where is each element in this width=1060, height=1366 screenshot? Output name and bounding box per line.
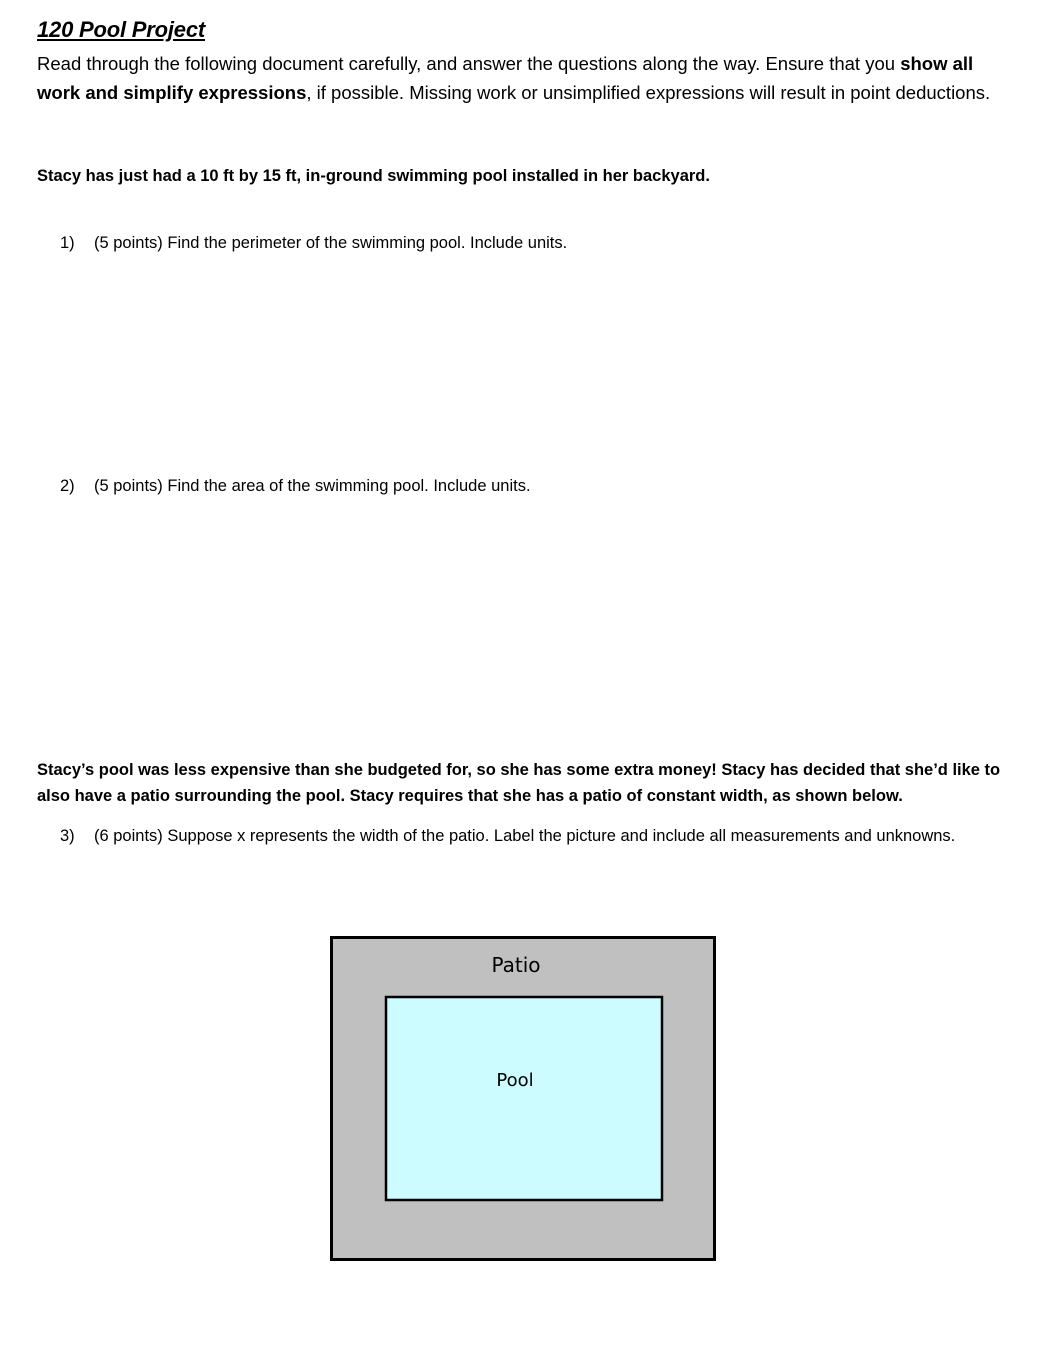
- instructions-paragraph: [37, 50, 997, 107]
- question-number: 3): [60, 827, 75, 845]
- scenario-patio: Stacy’s pool was less expensive than she budgeted for, so she has some extra money! Stacy has decided that she’d like to also have a patio surrounding the pool. Stacy requires that she has a patio of constant width, as shown below.: [37, 761, 1001, 805]
- scenario-pool-installed: Stacy has just had a 10 ft by 15 ft, in-ground swimming pool installed in her backyard.: [37, 167, 710, 185]
- question-1: [60, 230, 980, 256]
- page-title: 120 Pool Project: [37, 17, 205, 42]
- patio-label: Patio: [491, 953, 541, 977]
- pool-label: Pool: [496, 1070, 534, 1091]
- question-number: 2): [60, 477, 75, 495]
- diagram-svg: [330, 936, 716, 1261]
- instructions-text-end: , if possible. Missing work or unsimplified expressions will result in point deductions.: [306, 81, 991, 103]
- pool-area: [386, 997, 662, 1200]
- instructions-text-start: Read through the following document carefully, and answer the questions along the way. Ensure that you: [37, 53, 901, 74]
- question-3: [60, 823, 980, 849]
- question-text: (5 points) Find the perimeter of the swimming pool. Include units.: [94, 234, 568, 252]
- pool-patio-diagram: [330, 936, 716, 1261]
- question-text: (5 points) Find the area of the swimming pool. Include units.: [94, 477, 531, 495]
- question-number: 1): [60, 234, 75, 252]
- instructions-bold-text: show all work and simplify expressions: [37, 53, 974, 103]
- question-text: (6 points) Suppose x represents the width of the patio. Label the picture and include all measurements and unknowns.: [94, 827, 956, 845]
- question-2: [60, 473, 980, 499]
